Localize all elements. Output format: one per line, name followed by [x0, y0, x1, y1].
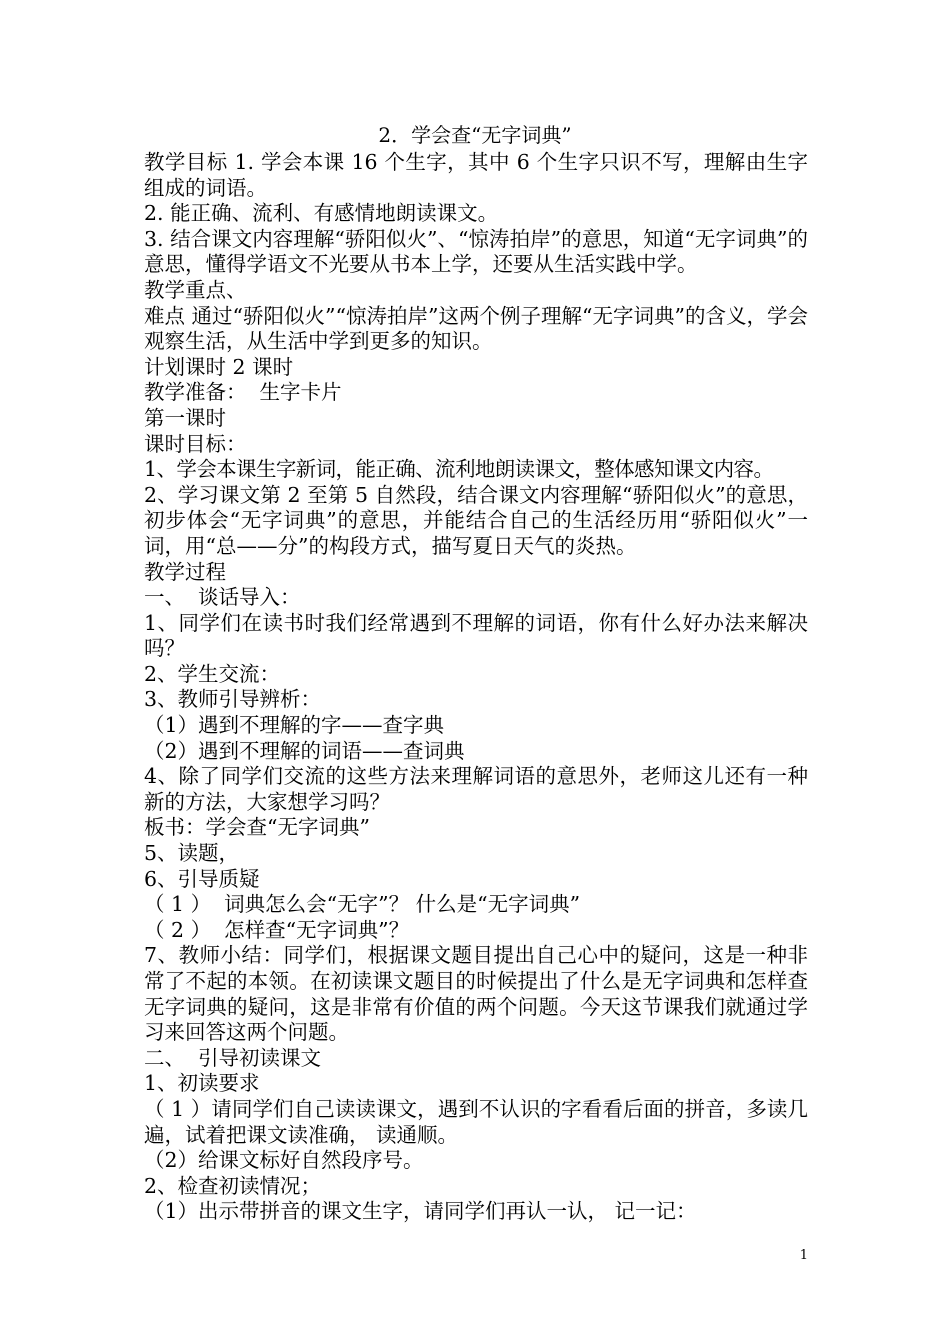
document-title: 2．学会查“无字词典”	[378, 123, 572, 147]
paragraph: 1、学会本课生字新词，能正确、流利地朗读课文，整体感知课文内容。	[144, 457, 774, 482]
page-number: 1	[799, 1248, 808, 1263]
paragraph: 教学准备： 生字卡片	[144, 380, 342, 405]
paragraph: （ 2 ） 怎样查“无字词典”？	[144, 917, 410, 942]
paragraph: 板书：学会查“无字词典”	[144, 815, 370, 840]
paragraph: 1、同学们在读书时我们经常遇到不理解的词语，你有什么好办法来解决吗？	[144, 610, 808, 661]
paragraph: （2）遇到不理解的词语——查词典	[144, 738, 465, 763]
paragraph: （1）出示带拼音的课文生字，请同学们再认一认， 记一记：	[144, 1199, 697, 1224]
paragraph: （ 1 ）请同学们自己读读课文，遇到不认识的字看看后面的拼音，多读几遍，试着把课文读准确， 读通顺。	[144, 1096, 808, 1147]
paragraph: （ 1 ） 词典怎么会“无字”？ 什么是“无字词典”	[144, 892, 581, 917]
paragraph: 3. 结合课文内容理解“骄阳似火”、“惊涛拍岸”的意思，知道“无字词典”的意思，懂得学语文不光要从书本上学，还要从生活实践中学。	[144, 226, 808, 277]
paragraph: 6、引导质疑	[144, 866, 260, 891]
paragraph: 第一课时	[144, 405, 226, 430]
paragraph: （2）给课文标好自然段序号。	[144, 1148, 424, 1173]
paragraph: 一、 谈话导入：	[144, 585, 301, 610]
paragraph: 2、学习课文第 2 至第 5 自然段，结合课文内容理解“骄阳似火”的意思，初步体会“无字词典”的意思，并能结合自己的生活经历用“骄阳似火”一词，用“总——分”的构段方式，描写夏日天气的炎热。	[144, 482, 808, 558]
paragraph: 7、教师小结：同学们，根据课文题目提出自己心中的疑问，这是一种非常了不起的本领。在初读课文题目的时候提出了什么是无字词典和怎样查无字词典的疑问，这是非常有价值的两个问题。今天这节课我们就通过学习来回答这两个问题。	[144, 943, 808, 1045]
paragraph: 难点 通过“骄阳似火”“惊涛拍岸”这两个例子理解“无字词典”的含义，学会观察生活，从生活中学到更多的知识。	[144, 303, 808, 354]
paragraph: 4、除了同学们交流的这些方法来理解词语的意思外，老师这儿还有一种新的方法，大家想学习吗？	[144, 764, 808, 814]
paragraph: 2、学生交流：	[144, 661, 281, 686]
paragraph: 课时目标：	[144, 431, 247, 456]
paragraph: 2、检查初读情况；	[144, 1173, 322, 1198]
document-body	[144, 150, 808, 1225]
paragraph: 二、 引导初读课文	[144, 1045, 322, 1070]
paragraph: 教学过程	[144, 559, 226, 584]
paragraph: 5、读题，	[144, 841, 240, 866]
paragraph: 计划课时 2 课时	[144, 354, 294, 379]
paragraph: 3、教师引导辨析：	[144, 687, 322, 712]
paragraph: 教学重点、	[144, 277, 247, 302]
paragraph: 教学目标 1. 学会本课 16 个生字，其中 6 个生字只识不写，理解由生字组成的词语。	[144, 150, 808, 200]
paragraph: 1、初读要求	[144, 1071, 260, 1096]
paragraph: 2. 能正确、流利、有感情地朗读课文。	[144, 201, 499, 226]
paragraph: （1）遇到不理解的字——查字典	[144, 713, 445, 738]
